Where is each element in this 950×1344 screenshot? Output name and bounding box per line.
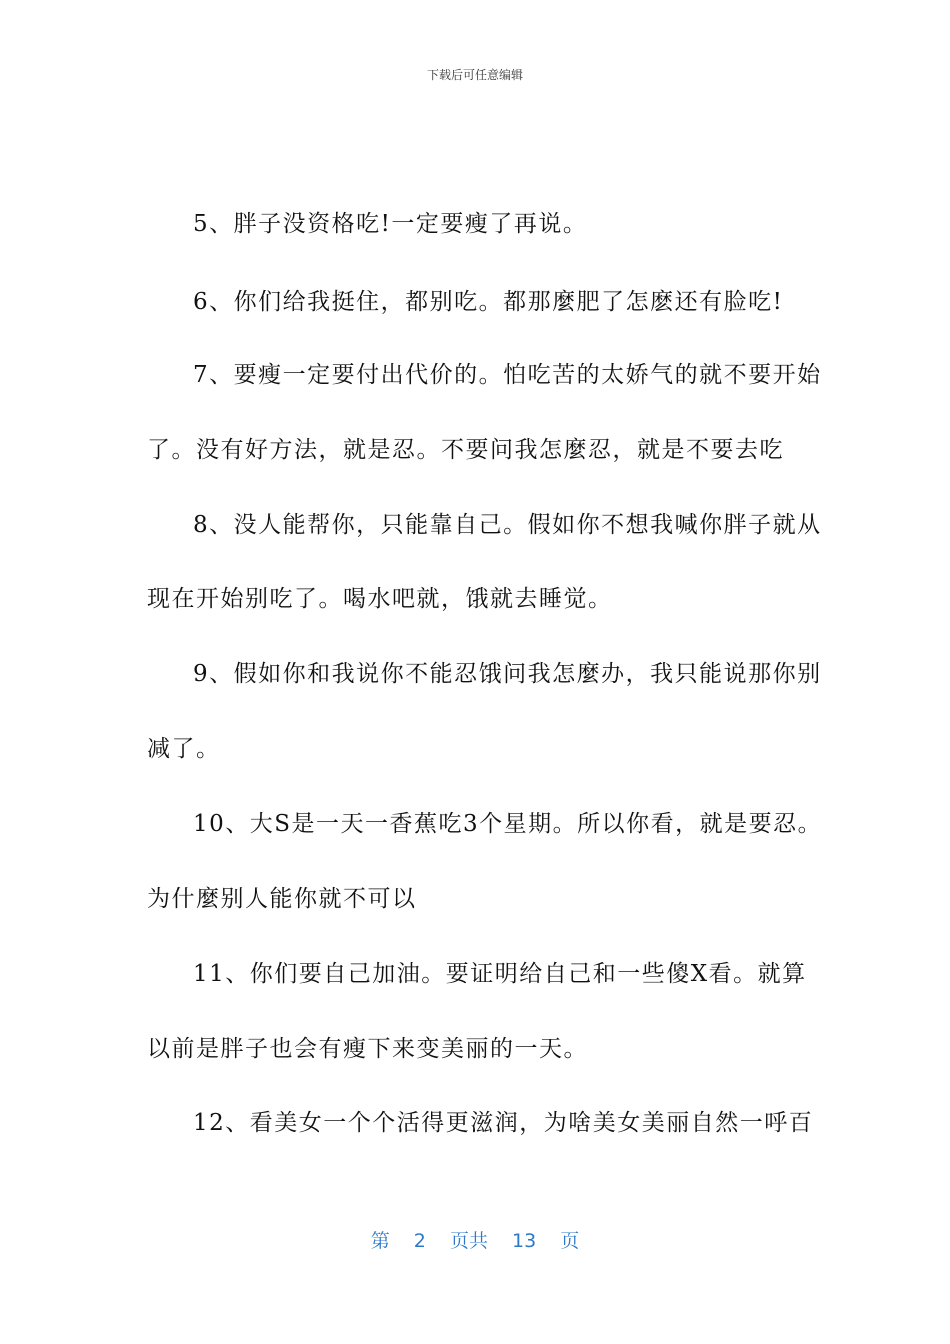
paragraph-line: 为什麼别人能你就不可以: [147, 886, 417, 912]
paragraph-line: 7、要瘦一定要付出代价的。怕吃苦的太娇气的就不要开始: [193, 362, 822, 388]
page-footer: [0, 1226, 950, 1253]
paragraph-line: 12、看美女一个个活得更滋润，为啥美女美丽自然一呼百: [193, 1110, 814, 1136]
footer-prefix: 第: [370, 1230, 390, 1252]
paragraph-line: 以前是胖子也会有瘦下来变美丽的一天。: [147, 1036, 588, 1062]
page-header: 下载后可任意编辑: [426, 68, 523, 82]
paragraph-line: 9、假如你和我说你不能忍饿问我怎麼办，我只能说那你别: [193, 661, 822, 687]
paragraph-line: 减了。: [147, 736, 221, 762]
footer-middle: 页共: [449, 1230, 488, 1252]
paragraph-line: 5、胖子没资格吃!一定要瘦了再说。: [193, 211, 588, 237]
paragraph-line: 11、你们要自己加油。要证明给自己和一些傻X看。就算: [193, 961, 807, 987]
footer-suffix: 页: [560, 1230, 580, 1252]
total-page-count: 13: [512, 1230, 537, 1252]
paragraph-line: 了。没有好方法，就是忍。不要问我怎麼忍，就是不要去吃: [147, 437, 784, 463]
paragraph-line: 现在开始别吃了。喝水吧就，饿就去睡觉。: [147, 586, 613, 612]
paragraph-line: 6、你们给我挺住，都别吃。都那麼肥了怎麽还有脸吃!: [193, 289, 784, 315]
paragraph-line: 8、没人能帮你，只能靠自己。假如你不想我喊你胖子就从: [193, 512, 822, 538]
current-page-number: 2: [413, 1230, 426, 1252]
paragraph-line: 10、大S是一天一香蕉吃3个星期。所以你看，就是要忍。: [193, 811, 823, 837]
